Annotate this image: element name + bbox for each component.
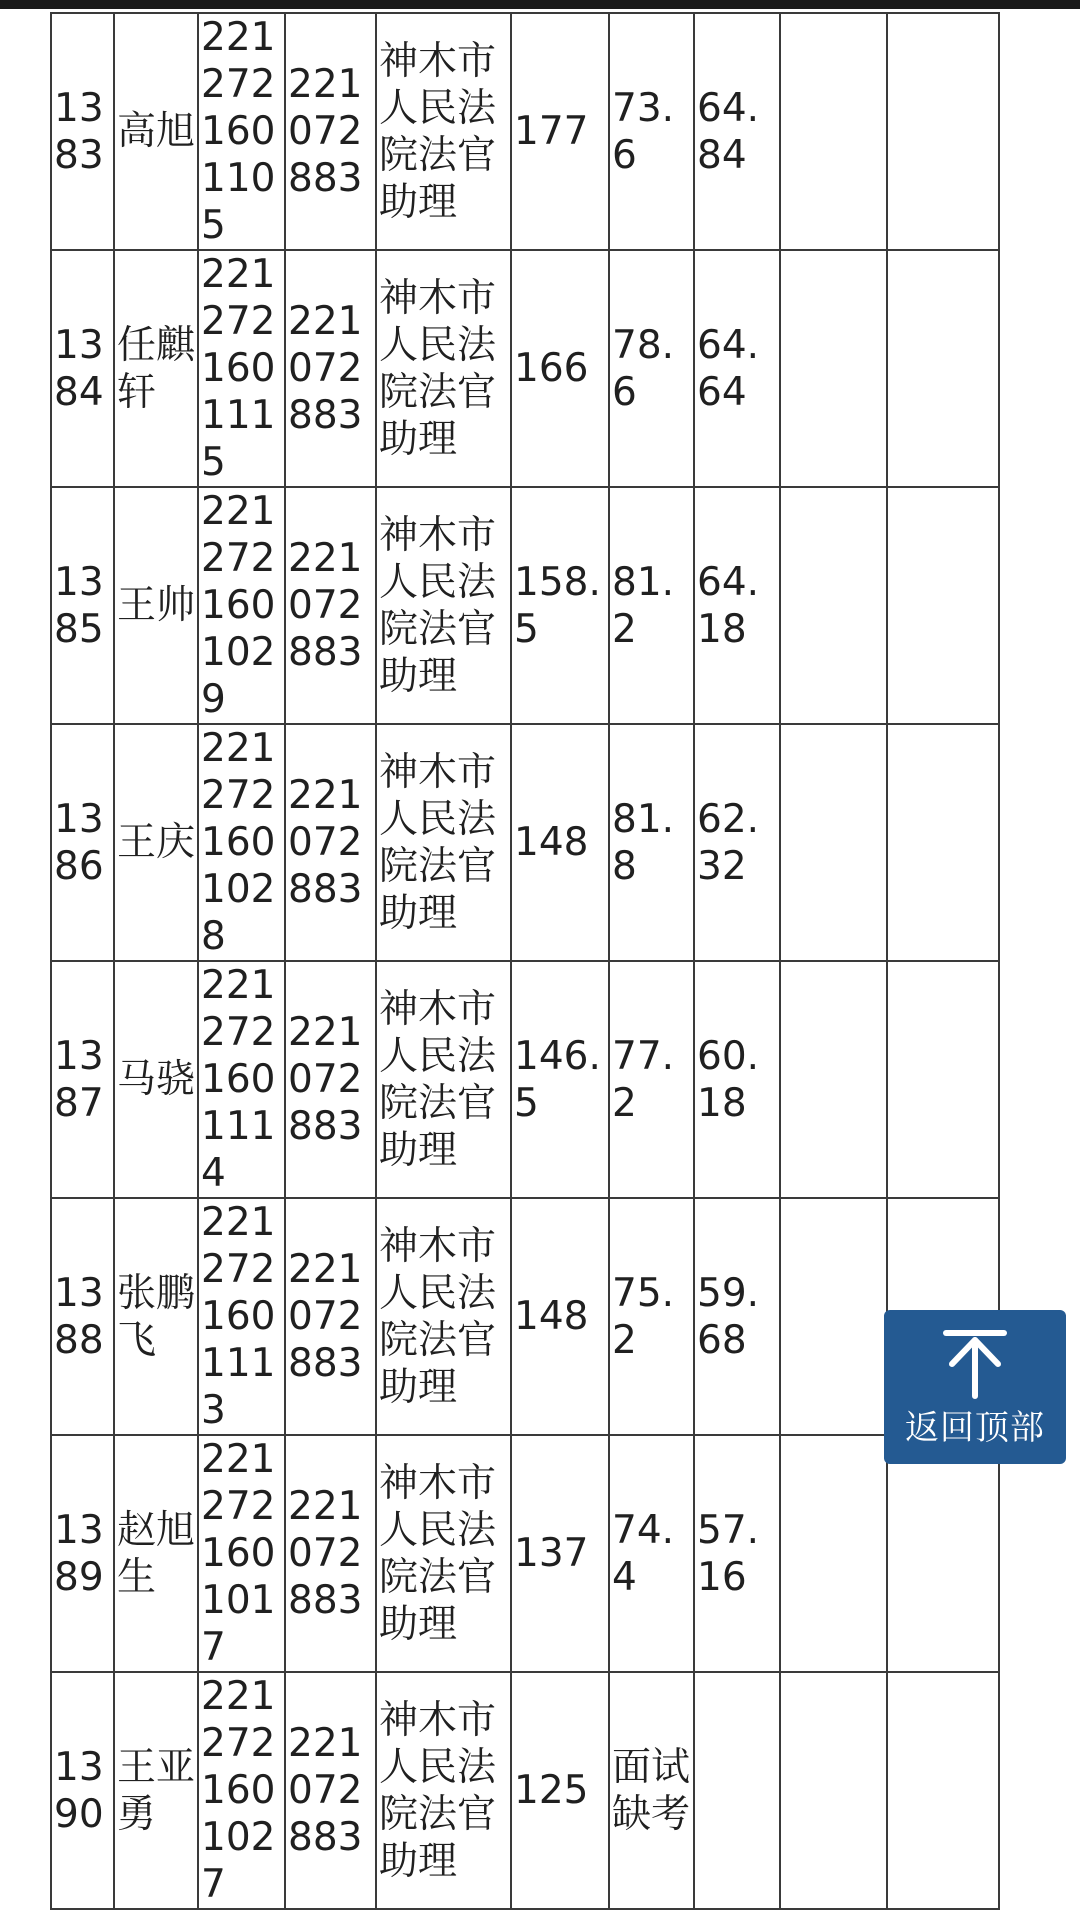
name-cell: 张鹏飞 xyxy=(114,1198,198,1435)
total-score-cell: 59.68 xyxy=(694,1198,780,1435)
empty-cell xyxy=(887,961,999,1198)
empty-cell xyxy=(887,724,999,961)
table-row xyxy=(51,724,999,961)
written-score-cell: 146.5 xyxy=(511,961,609,1198)
position-cell: 神木市人民法院法官助理 xyxy=(376,250,511,487)
ticket-number-cell: 2212721601114 xyxy=(198,961,285,1198)
status-bar-edge xyxy=(0,0,1080,9)
position-code-cell: 221072883 xyxy=(285,1198,376,1435)
table-row xyxy=(51,13,999,250)
empty-cell xyxy=(780,724,887,961)
total-score-cell: 64.84 xyxy=(694,13,780,250)
position-code-cell: 221072883 xyxy=(285,487,376,724)
ticket-number-cell: 2212721601028 xyxy=(198,724,285,961)
name-cell: 高旭 xyxy=(114,13,198,250)
interview-score-cell: 73.6 xyxy=(609,13,694,250)
position-code-cell: 221072883 xyxy=(285,13,376,250)
written-score-cell: 158.5 xyxy=(511,487,609,724)
total-score-cell: 62.32 xyxy=(694,724,780,961)
interview-score-cell: 77.2 xyxy=(609,961,694,1198)
seq-cell: 1387 xyxy=(51,961,114,1198)
interview-score-cell: 81.2 xyxy=(609,487,694,724)
written-score-cell: 125 xyxy=(511,1672,609,1909)
table-row xyxy=(51,1198,999,1435)
interview-score-cell: 81.8 xyxy=(609,724,694,961)
empty-cell xyxy=(887,487,999,724)
name-cell: 马骁 xyxy=(114,961,198,1198)
table-row xyxy=(51,250,999,487)
position-cell: 神木市人民法院法官助理 xyxy=(376,13,511,250)
seq-cell: 1388 xyxy=(51,1198,114,1435)
interview-score-cell: 75.2 xyxy=(609,1198,694,1435)
seq-cell: 1389 xyxy=(51,1435,114,1672)
position-cell: 神木市人民法院法官助理 xyxy=(376,1672,511,1909)
written-score-cell: 137 xyxy=(511,1435,609,1672)
position-code-cell: 221072883 xyxy=(285,1435,376,1672)
total-score-cell xyxy=(694,1672,780,1909)
seq-cell: 1386 xyxy=(51,724,114,961)
written-score-cell: 148 xyxy=(511,1198,609,1435)
empty-cell xyxy=(887,13,999,250)
position-code-cell: 221072883 xyxy=(285,250,376,487)
table-row xyxy=(51,1435,999,1672)
table-row xyxy=(51,961,999,1198)
ticket-number-cell: 2212721601017 xyxy=(198,1435,285,1672)
empty-cell xyxy=(780,1435,887,1672)
seq-cell: 1384 xyxy=(51,250,114,487)
seq-cell: 1390 xyxy=(51,1672,114,1909)
name-cell: 王帅 xyxy=(114,487,198,724)
position-cell: 神木市人民法院法官助理 xyxy=(376,1435,511,1672)
back-to-top-button[interactable] xyxy=(884,1310,1066,1464)
empty-cell xyxy=(887,250,999,487)
empty-cell xyxy=(780,250,887,487)
position-cell: 神木市人民法院法官助理 xyxy=(376,961,511,1198)
back-to-top-label: 返回顶部 xyxy=(905,1408,1045,1448)
position-code-cell: 221072883 xyxy=(285,724,376,961)
ticket-number-cell: 2212721601027 xyxy=(198,1672,285,1909)
written-score-cell: 177 xyxy=(511,13,609,250)
name-cell: 王亚勇 xyxy=(114,1672,198,1909)
ticket-number-cell: 2212721601113 xyxy=(198,1198,285,1435)
empty-cell xyxy=(780,1672,887,1909)
seq-cell: 1385 xyxy=(51,487,114,724)
empty-cell xyxy=(780,961,887,1198)
name-cell: 王庆 xyxy=(114,724,198,961)
position-code-cell: 221072883 xyxy=(285,1672,376,1909)
empty-cell xyxy=(780,487,887,724)
position-code-cell: 221072883 xyxy=(285,961,376,1198)
position-cell: 神木市人民法院法官助理 xyxy=(376,1198,511,1435)
ticket-number-cell: 2212721601105 xyxy=(198,13,285,250)
total-score-cell: 64.64 xyxy=(694,250,780,487)
name-cell: 任麒轩 xyxy=(114,250,198,487)
position-cell: 神木市人民法院法官助理 xyxy=(376,724,511,961)
empty-cell xyxy=(780,13,887,250)
total-score-cell: 57.16 xyxy=(694,1435,780,1672)
interview-score-cell: 74.4 xyxy=(609,1435,694,1672)
ticket-number-cell: 2212721601029 xyxy=(198,487,285,724)
seq-cell: 1383 xyxy=(51,13,114,250)
ticket-number-cell: 2212721601115 xyxy=(198,250,285,487)
written-score-cell: 148 xyxy=(511,724,609,961)
total-score-cell: 60.18 xyxy=(694,961,780,1198)
empty-cell xyxy=(780,1198,887,1435)
written-score-cell: 166 xyxy=(511,250,609,487)
position-cell: 神木市人民法院法官助理 xyxy=(376,487,511,724)
table-row xyxy=(51,1672,999,1909)
total-score-cell: 64.18 xyxy=(694,487,780,724)
empty-cell xyxy=(887,1672,999,1909)
table-row xyxy=(51,487,999,724)
interview-score-cell: 面试缺考 xyxy=(609,1672,694,1909)
name-cell: 赵旭生 xyxy=(114,1435,198,1672)
arrow-up-to-top-icon xyxy=(940,1328,1010,1400)
empty-cell xyxy=(887,1435,999,1672)
results-table xyxy=(50,12,1000,1910)
interview-score-cell: 78.6 xyxy=(609,250,694,487)
